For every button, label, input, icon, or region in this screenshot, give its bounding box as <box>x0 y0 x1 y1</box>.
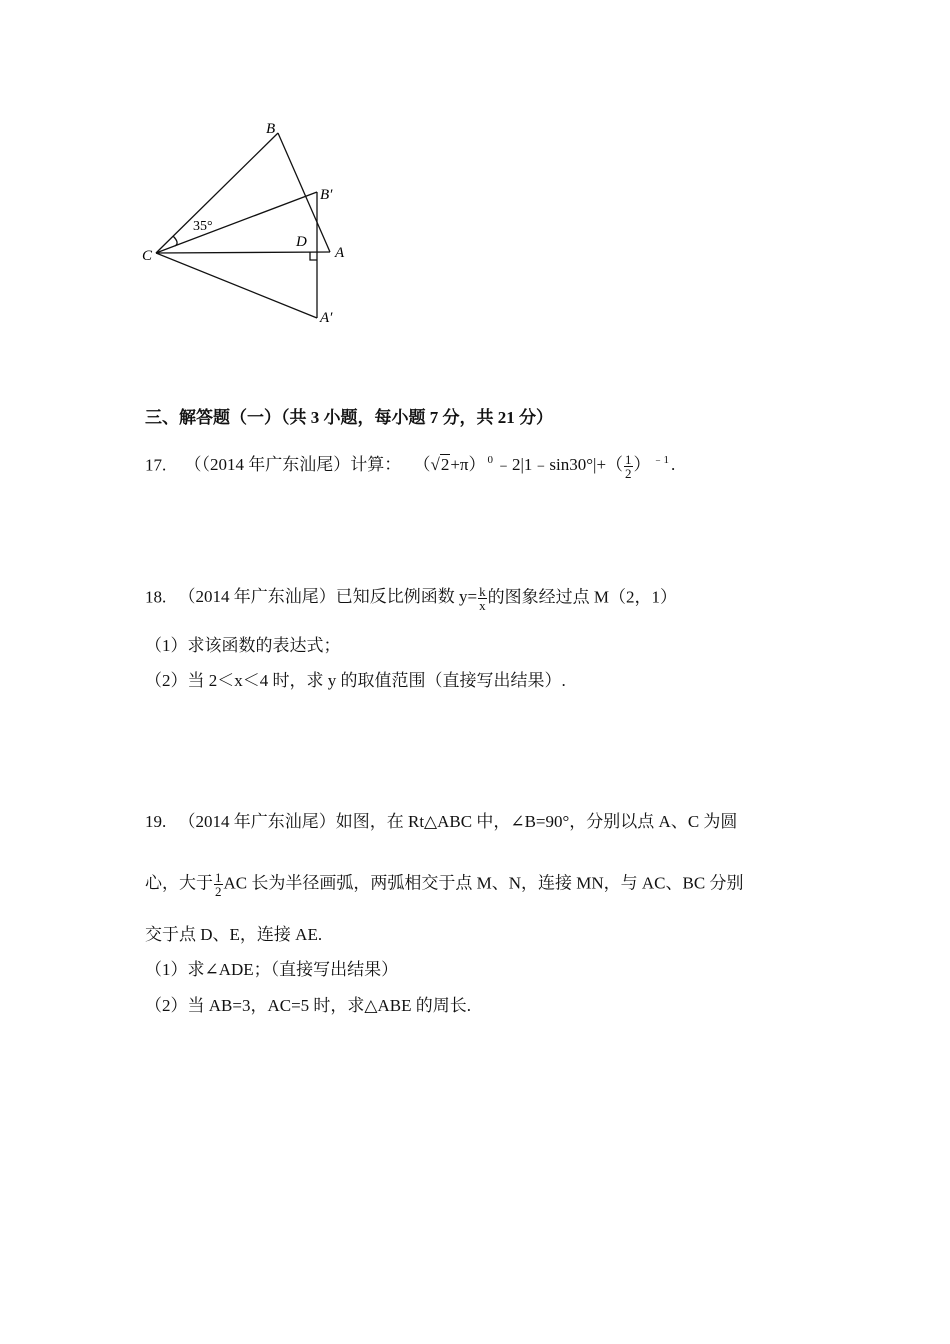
angle-arc <box>173 236 177 246</box>
geometry-figure <box>130 115 360 330</box>
label-A-prime: A′ <box>320 310 333 326</box>
q17-exp-neg-one: ﹣1 <box>652 454 670 467</box>
right-angle-mark <box>310 252 317 260</box>
segment-CB <box>156 133 278 253</box>
segment-CA <box>156 252 330 253</box>
q19-frac-num: 1 <box>215 870 222 885</box>
q17-middle: ﹣2|1﹣sin30°|+（ <box>495 455 624 475</box>
q17-open-paren: （ <box>413 455 431 475</box>
q18-fraction <box>478 585 487 612</box>
q18-part-1: （1）求该函数的表达式； <box>145 636 341 655</box>
q17-frac-den: 2 <box>625 466 632 481</box>
q19-line-2 <box>145 871 743 898</box>
question-18 <box>145 585 677 612</box>
q18-frac-num: k <box>479 584 486 599</box>
question-19 <box>145 812 737 832</box>
q19-frac-den: 2 <box>215 884 222 899</box>
q17-number: 17. <box>145 455 167 475</box>
label-B-prime: B′ <box>320 187 333 203</box>
label-C: C <box>142 248 153 264</box>
question-17 <box>145 453 675 480</box>
label-angle: 35° <box>193 219 213 234</box>
q19-line-3: 交于点 D、E，连接 AE. <box>145 925 323 944</box>
label-A: A <box>335 245 345 261</box>
q19-line-2a: 心，大于 <box>145 873 213 893</box>
q18-stem-b: 的图象经过点 M（2，1） <box>487 587 677 607</box>
sqrt-radicand: 2 <box>440 455 450 475</box>
q19-number: 19. <box>145 812 167 831</box>
sqrt-symbol: √2 <box>430 455 450 475</box>
q19-line-2b: AC 长为半径画弧，两弧相交于点 M、N，连接 MN，与 AC、BC 分别 <box>223 873 744 893</box>
q17-end: . <box>671 455 676 475</box>
q18-part-2: （2）当 2＜x＜4 时，求 y 的取值范围（直接写出结果）. <box>145 671 566 690</box>
section-heading: 三、解答题（一）（共 3 小题，每小题 7 分，共 21 分） <box>145 408 553 427</box>
q19-fraction <box>214 871 223 898</box>
q19-line-1: （2014 年广东汕尾）如图，在 Rt△ABC 中，∠B=90°，分别以点 A、C 为圆 <box>178 812 738 831</box>
segment-CBprime <box>156 192 317 253</box>
q17-expression <box>413 452 676 481</box>
q17-source: （（2014 年广东汕尾）计算： <box>184 455 402 475</box>
segment-CAprime <box>156 253 317 318</box>
q17-fraction <box>624 453 633 480</box>
q18-stem-a: （2014 年广东汕尾）已知反比例函数 y= <box>178 587 478 607</box>
q17-frac-num: 1 <box>625 452 632 467</box>
q17-exp-zero: 0 <box>487 454 494 467</box>
label-B: B <box>266 121 276 137</box>
q18-number: 18. <box>145 587 167 607</box>
label-D: D <box>296 234 307 250</box>
q17-plus-pi: +π） <box>450 455 486 475</box>
q19-part-2: （2）当 AB=3，AC=5 时，求△ABE 的周长. <box>145 996 471 1015</box>
q18-frac-den: x <box>479 598 486 613</box>
q17-close-paren: ） <box>633 455 651 475</box>
q19-part-1: （1）求∠ADE；（直接写出结果） <box>145 960 399 979</box>
